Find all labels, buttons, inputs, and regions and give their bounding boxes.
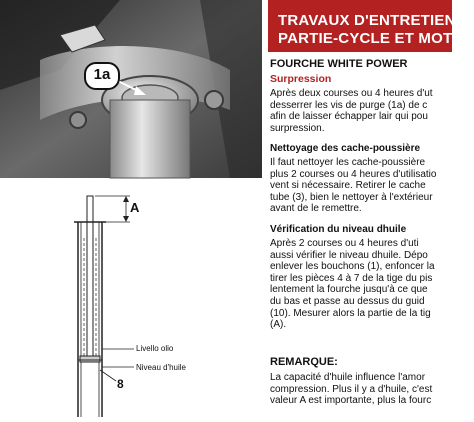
callout-1a [84, 62, 120, 90]
dust-paragraph [270, 157, 452, 215]
dimension-a-label: A [130, 200, 140, 215]
purge-line: surpression. [270, 122, 325, 134]
oil-title: Vérification du niveau dhuile [270, 224, 407, 235]
remark-line: compression. Plus il y a d'huile, c'est [270, 383, 433, 395]
callout-label: 1a [93, 66, 111, 83]
header-line-1: TRAVAUX D'ENTRETIEN, [278, 12, 461, 29]
oil-line: aussi vérifier le niveau dhuile. Dépo [270, 249, 428, 261]
dust-line: vent si nécessaire. Retirer le cache [270, 180, 426, 192]
oil-line: (A). [270, 319, 287, 331]
section-header [268, 0, 474, 52]
purge-title: Surpression [270, 73, 332, 85]
header-line-2: PARTIE-CYCLE ET MOTEU [278, 30, 474, 47]
dust-line: Il faut nettoyer les cache-poussière [270, 157, 426, 168]
oil-level-label-it: Livello olio [136, 344, 174, 353]
dust-title: Nettoyage des cache-poussière [270, 143, 421, 154]
purge-line: Après deux courses ou 4 heures d'ut [270, 88, 433, 99]
remark-paragraph [270, 372, 452, 407]
fork-photo-drawing [0, 0, 262, 178]
fork-photo [0, 0, 262, 178]
dust-line: plus 2 courses ou 4 heures d'utilisatio [270, 168, 437, 180]
purge-line: desserrer les vis de purge (1a) de c [270, 99, 428, 111]
part-number-label: 8 [117, 377, 124, 391]
oil-line: lentement la fourche jusqu'à ce que [270, 284, 428, 296]
section-title: FOURCHE WHITE POWER [270, 58, 408, 70]
dust-line: tube (3), bien le nettoyer à l'extérieur [270, 191, 433, 203]
oil-paragraph [270, 238, 452, 331]
oil-line: enlever les bouchons (1), enfoncer la [270, 261, 435, 273]
purge-paragraph [270, 88, 452, 134]
oil-line: tirer les pièces 4 à 7 de la tige du pis [270, 272, 433, 284]
remark-title: REMARQUE: [270, 356, 338, 368]
dust-line: avant de le remettre. [270, 203, 362, 215]
remark-line: valeur A est importante, plus la fourc [270, 395, 432, 407]
remark-line: La capacité d'huile influence l'amor [270, 372, 426, 383]
purge-line: afin de laisser échapper lair qui pou [270, 111, 428, 123]
oil-line: (10). Mesurer alors la partie de la tig [270, 307, 431, 319]
oil-line: du bas et passe au dessus du guid [270, 295, 425, 307]
fork-diagram [0, 178, 262, 417]
oil-level-label-fr: Niveau d'huile [136, 363, 187, 372]
oil-line: Après 2 courses ou 4 heures d'uti [270, 238, 419, 249]
